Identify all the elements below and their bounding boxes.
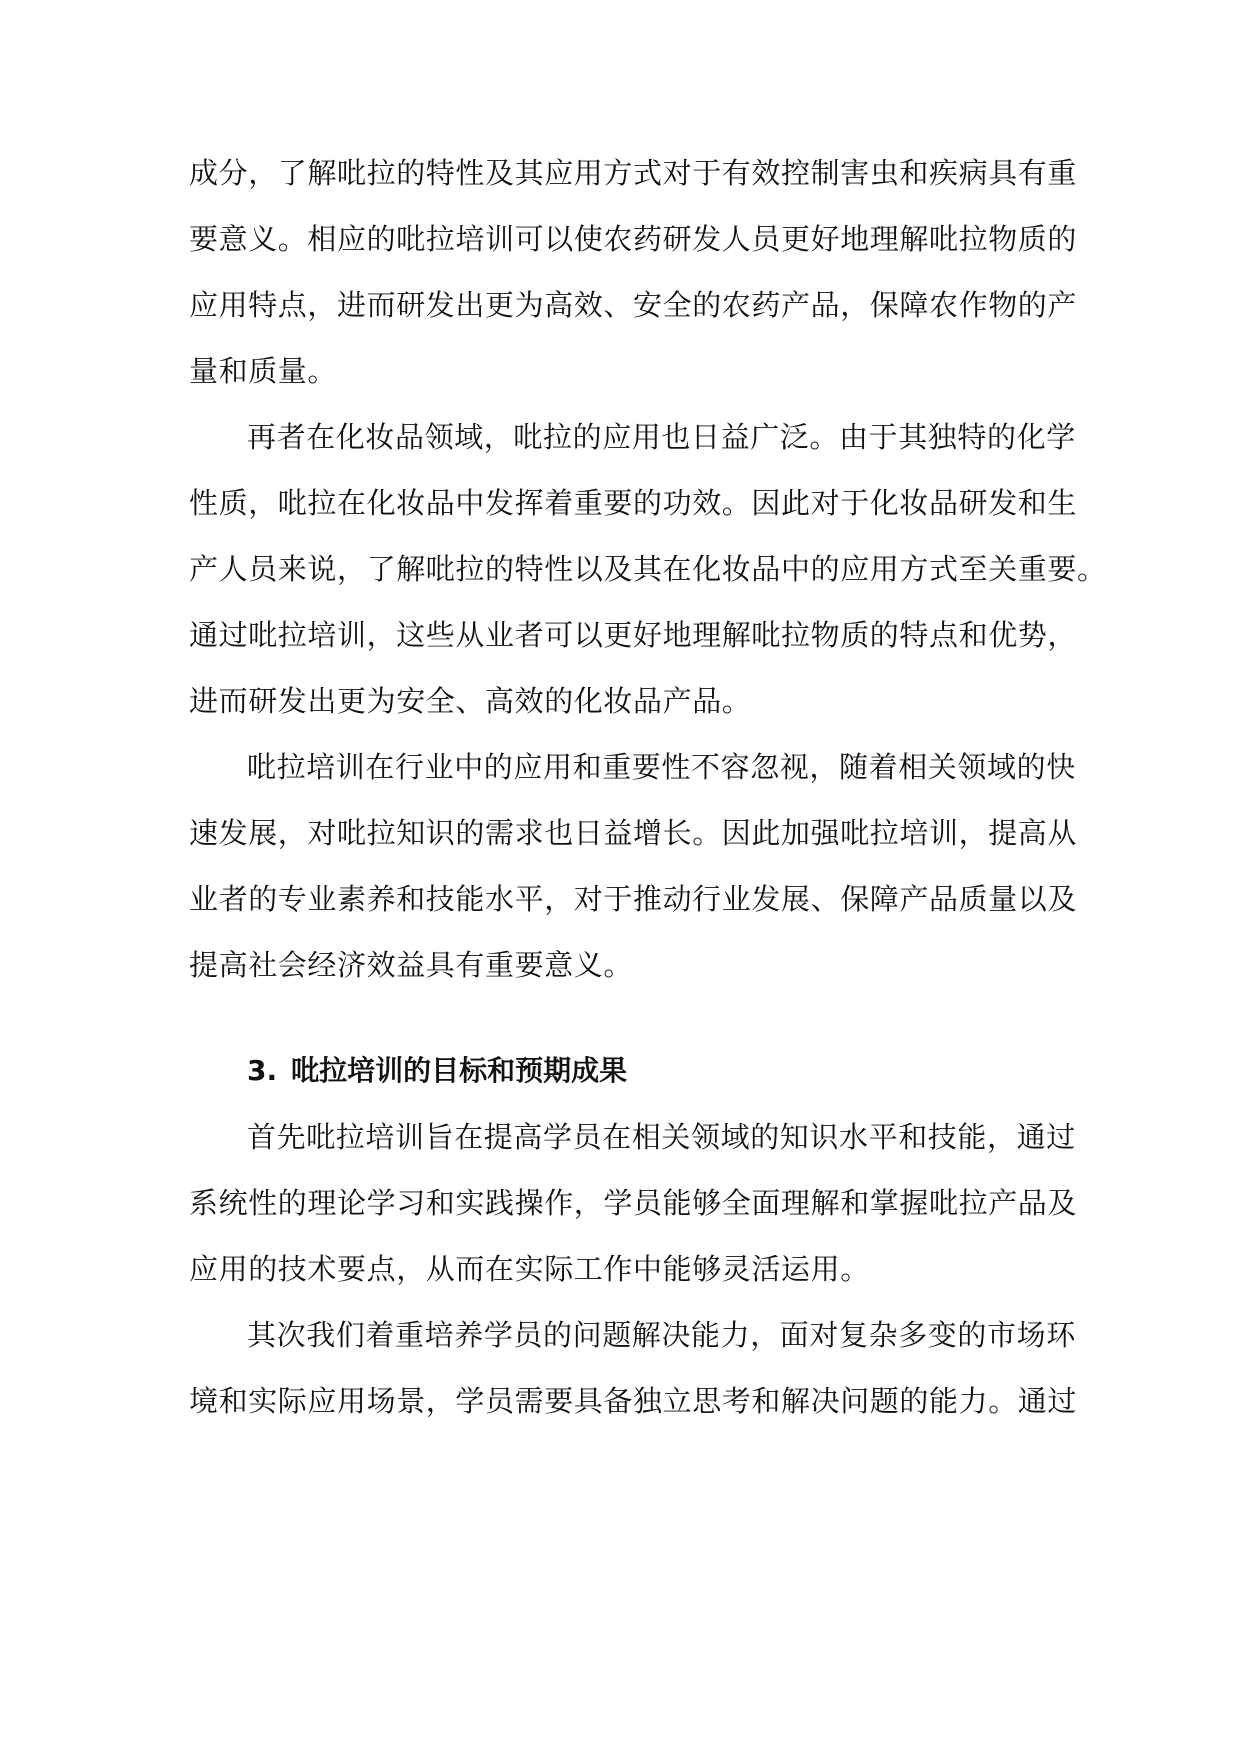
paragraph-importance: [189, 734, 1078, 998]
section-heading: [189, 1038, 1051, 1104]
text-line: 速发展，对吡拉知识的需求也日益增长。因此加强吡拉培训，提高从: [189, 816, 1078, 850]
text-line: 首先吡拉培训旨在提高学员在相关领域的知识水平和技能，通过: [247, 1120, 1076, 1154]
section-title: 吡拉培训的目标和预期成果: [291, 1054, 628, 1087]
text-line: 提高社会经济效益具有重要意义。: [189, 948, 634, 982]
text-line: 系统性的理论学习和实践操作，学员能够全面理解和掌握吡拉产品及: [189, 1186, 1078, 1220]
text-line: 其次我们着重培养学员的问题解决能力，面对复杂多变的市场环: [247, 1318, 1076, 1352]
text-line: 应用特点，进而研发出更为高效、安全的农药产品，保障农作物的产: [189, 288, 1078, 322]
text-line: 要意义。相应的吡拉培训可以使农药研发人员更好地理解吡拉物质的: [189, 222, 1078, 256]
text-line: 境和实际应用场景，学员需要具备独立思考和解决问题的能力。通过: [189, 1384, 1078, 1418]
text-line: 成分，了解吡拉的特性及其应用方式对于有效控制害虫和疾病具有重: [189, 156, 1078, 190]
text-line: 通过吡拉培训，这些从业者可以更好地理解吡拉物质的特点和优势，: [189, 618, 1078, 652]
text-line: 产人员来说，了解吡拉的特性以及其在化妆品中的应用方式至关重要。: [189, 552, 1107, 586]
text-line: 再者在化妆品领域，吡拉的应用也日益广泛。由于其独特的化学: [247, 420, 1076, 454]
text-line: 业者的专业素养和技能水平，对于推动行业发展、保障产品质量以及: [189, 882, 1078, 916]
section-spacer: [189, 998, 1051, 1038]
document-body: [189, 140, 1107, 1434]
paragraph-pesticide: [189, 140, 1078, 404]
text-line: 吡拉培训在行业中的应用和重要性不容忽视，随着相关领域的快: [247, 750, 1076, 784]
text-line: 进而研发出更为安全、高效的化妆品产品。: [189, 684, 752, 718]
paragraph-goal-problem-solving: [189, 1302, 1078, 1434]
paragraph-goal-knowledge: [189, 1104, 1078, 1302]
text-line: 性质，吡拉在化妆品中发挥着重要的功效。因此对于化妆品研发和生: [189, 486, 1078, 520]
text-line: 量和质量。: [189, 354, 338, 388]
section-number: 3.: [247, 1054, 278, 1087]
text-line: 应用的技术要点，从而在实际工作中能够灵活运用。: [189, 1252, 870, 1286]
paragraph-cosmetics: [189, 404, 1107, 734]
